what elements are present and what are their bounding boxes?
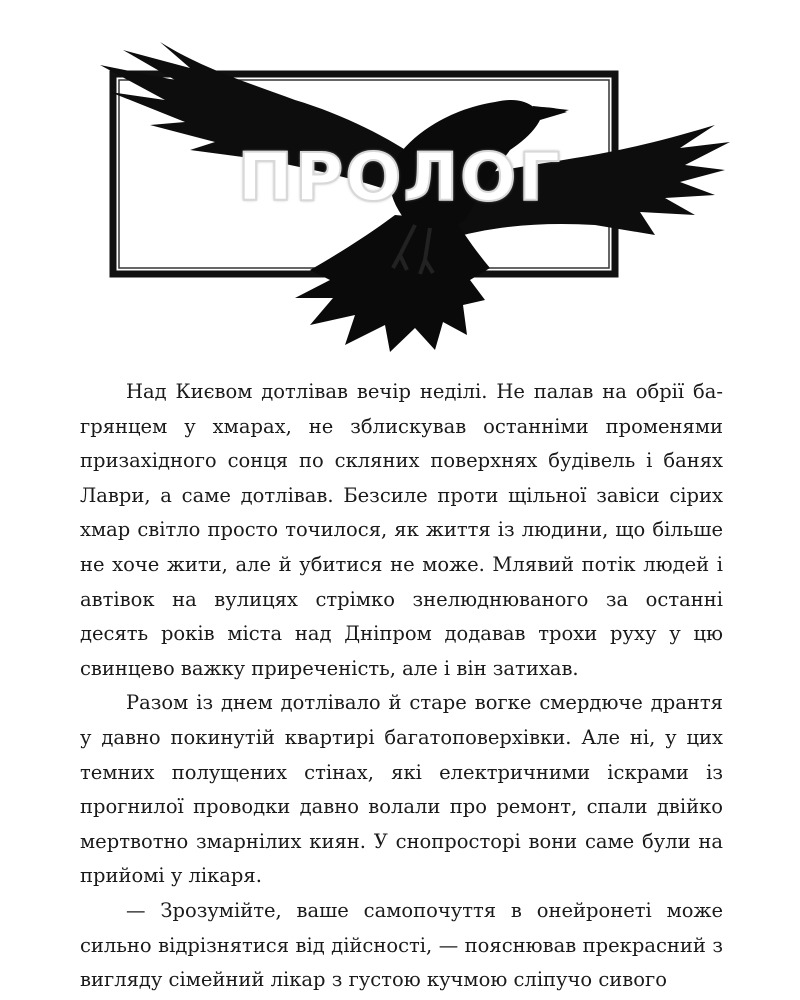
paragraph-2: Разом із днем дотлівало й старе вогке смердюче дрантя у давно покинутій квартирі багатоповерхівки. Але ні, у цих темних полущених стінах, які електричними іскрами із прогнилої проводки давно волали про ремонт, спали двійко мертвотно змарнілих киян. У снопросторі вони саме були на прийомі у лікаря. [80,691,723,888]
paragraph-1: Над Києвом дотлівав вечір неділі. Не палав на обрії багрянцем у хмарах, не зблискував останніми променями призахідного сонця по скляних поверхнях будівель і банях Лаври, а саме дотлівав. Безсиле проти щільної завіси сірих хмар світло просто точилося, як життя із людини, що більше не хоче жити, але й убитися не може. Млявий потік людей і автівок на вулицях стрімко знелюднюваного за останні десять років міста над Дніпром додавав трохи руху у цю свинцево важку приреченість, але і він затихав. [80,380,723,680]
chapter-title: ПРОЛОГ [237,139,563,216]
crow-tail [295,215,490,352]
paragraph-3: — Зрозумійте, ваше самопочуття в онейронеті може сильно відрізнятися від дійсності, — пояснював прекрасний з вигляду сімейний лікар з густою кучмою сліпучо сивого [80,898,723,992]
chapter-text [80,375,723,998]
